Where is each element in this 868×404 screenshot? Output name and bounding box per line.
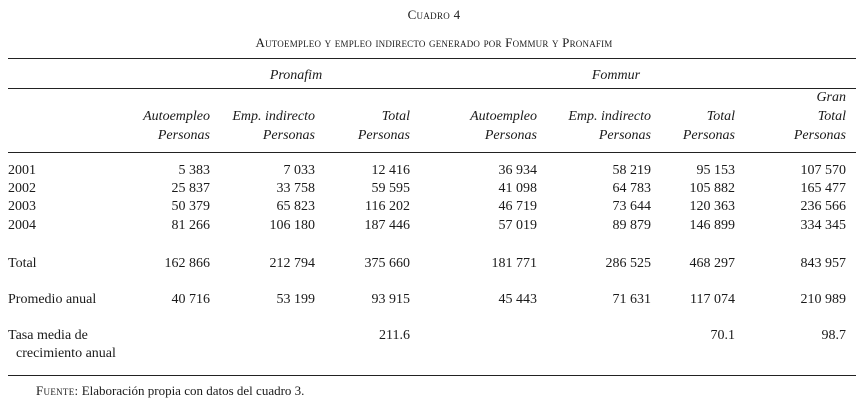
column-header-p_auto [143, 107, 210, 145]
column-header-gran [794, 88, 846, 145]
table-cell-p_tot: 59 595 [371, 181, 410, 196]
table-cell-p_auto: 81 266 [171, 218, 210, 233]
row-label: Tasa media de [8, 328, 88, 343]
top-rule [8, 58, 856, 59]
table-cell-f_ind: 71 631 [612, 292, 651, 307]
table-cell-gran: 165 477 [800, 181, 846, 196]
table-cell-p_ind: 53 199 [276, 292, 315, 307]
table-source-note [36, 383, 304, 399]
table-cell-p_ind: 212 794 [269, 256, 315, 271]
table-cell-f_auto: 46 719 [498, 199, 537, 214]
table-cell-f_tot: 120 363 [689, 199, 735, 214]
row-label: 2004 [8, 218, 36, 233]
table-cell-f_ind: 58 219 [612, 163, 651, 178]
source-text: Elaboración propia con datos del cuadro 3. [78, 383, 305, 398]
table-caption-title: Cuadro 4 [407, 7, 461, 22]
table-cell-gran: 107 570 [800, 163, 846, 178]
column-header-line: Total [381, 109, 410, 124]
column-header-f_tot [683, 107, 735, 145]
column-header-line: Personas [357, 128, 410, 143]
table-cell-p_auto: 5 383 [178, 163, 210, 178]
row-label: 2001 [8, 163, 36, 178]
row-label: Total [8, 256, 37, 271]
column-header-line: Autoempleo [470, 109, 537, 124]
column-header-line: Personas [484, 128, 537, 143]
column-header-f_ind [568, 107, 651, 145]
column-header-line: Personas [682, 128, 735, 143]
table-cell-gran: 210 989 [800, 292, 846, 307]
table-cell-p_tot: 375 660 [364, 256, 410, 271]
column-header-line: Gran [816, 90, 846, 105]
bottom-rule [8, 375, 856, 376]
column-header-line: Personas [793, 128, 846, 143]
column-header-p_ind [232, 107, 315, 145]
table-cell-f_ind: 286 525 [605, 256, 651, 271]
table-cell-f_tot: 117 074 [690, 292, 735, 307]
table-cell-p_ind: 106 180 [269, 218, 315, 233]
table-cell-p_auto: 162 866 [164, 256, 210, 271]
table-cell-f_tot: 95 153 [696, 163, 735, 178]
table-cell-gran: 236 566 [800, 199, 846, 214]
table-cell-f_tot: 70.1 [710, 328, 735, 343]
table-cell-f_auto: 57 019 [498, 218, 537, 233]
column-header-f_auto [470, 107, 537, 145]
group-rule [8, 88, 856, 89]
table-cell-f_ind: 73 644 [612, 199, 651, 214]
table-cell-f_ind: 64 783 [612, 181, 651, 196]
table-cell-p_ind: 7 033 [283, 163, 315, 178]
table-caption-subtitle: Autoempleo y empleo indirecto generado por Fommur y Pronafim [255, 35, 613, 50]
column-header-line: Emp. indirecto [568, 109, 651, 124]
header-rule [8, 152, 856, 153]
column-header-line: Total [817, 109, 846, 124]
table-cell-p_ind: 65 823 [276, 199, 315, 214]
table-cell-p_tot: 116 202 [365, 199, 410, 214]
table-cell-f_auto: 41 098 [498, 181, 537, 196]
table-cell-f_auto: 36 934 [498, 163, 537, 178]
row-label: 2002 [8, 181, 36, 196]
table-cell-f_tot: 468 297 [689, 256, 735, 271]
table-cell-gran: 843 957 [800, 256, 846, 271]
table-cell-f_tot: 105 882 [689, 181, 735, 196]
table-cell-p_tot: 93 915 [371, 292, 410, 307]
row-label: Promedio anual [8, 292, 97, 307]
column-header-line: Emp. indirecto [232, 109, 315, 124]
group-header-fommur: Fommur [591, 68, 641, 83]
table-cell-f_tot: 146 899 [689, 218, 735, 233]
table-cell-gran: 334 345 [800, 218, 846, 233]
table-cell-p_auto: 25 837 [171, 181, 210, 196]
table-cell-p_tot: 211.6 [379, 328, 410, 343]
source-label: Fuente: [36, 383, 79, 398]
table-cell-p_auto: 50 379 [171, 199, 210, 214]
column-header-line: Personas [598, 128, 651, 143]
table-cell-p_auto: 40 716 [171, 292, 210, 307]
table-cell-gran: 98.7 [821, 328, 846, 343]
row-label: crecimiento anual [16, 346, 116, 361]
column-header-line: Personas [262, 128, 315, 143]
row-label: 2003 [8, 199, 36, 214]
table-cell-f_ind: 89 879 [612, 218, 651, 233]
table-cell-p_tot: 187 446 [364, 218, 410, 233]
column-header-line: Total [706, 109, 735, 124]
column-header-line: Personas [157, 128, 210, 143]
column-header-line: Autoempleo [143, 109, 210, 124]
table-cell-f_auto: 45 443 [498, 292, 537, 307]
column-header-p_tot [358, 107, 410, 145]
table-cell-f_auto: 181 771 [491, 256, 537, 271]
group-header-pronafim: Pronafim [269, 68, 323, 83]
table-cell-p_tot: 12 416 [371, 163, 410, 178]
table-cell-p_ind: 33 758 [276, 181, 315, 196]
